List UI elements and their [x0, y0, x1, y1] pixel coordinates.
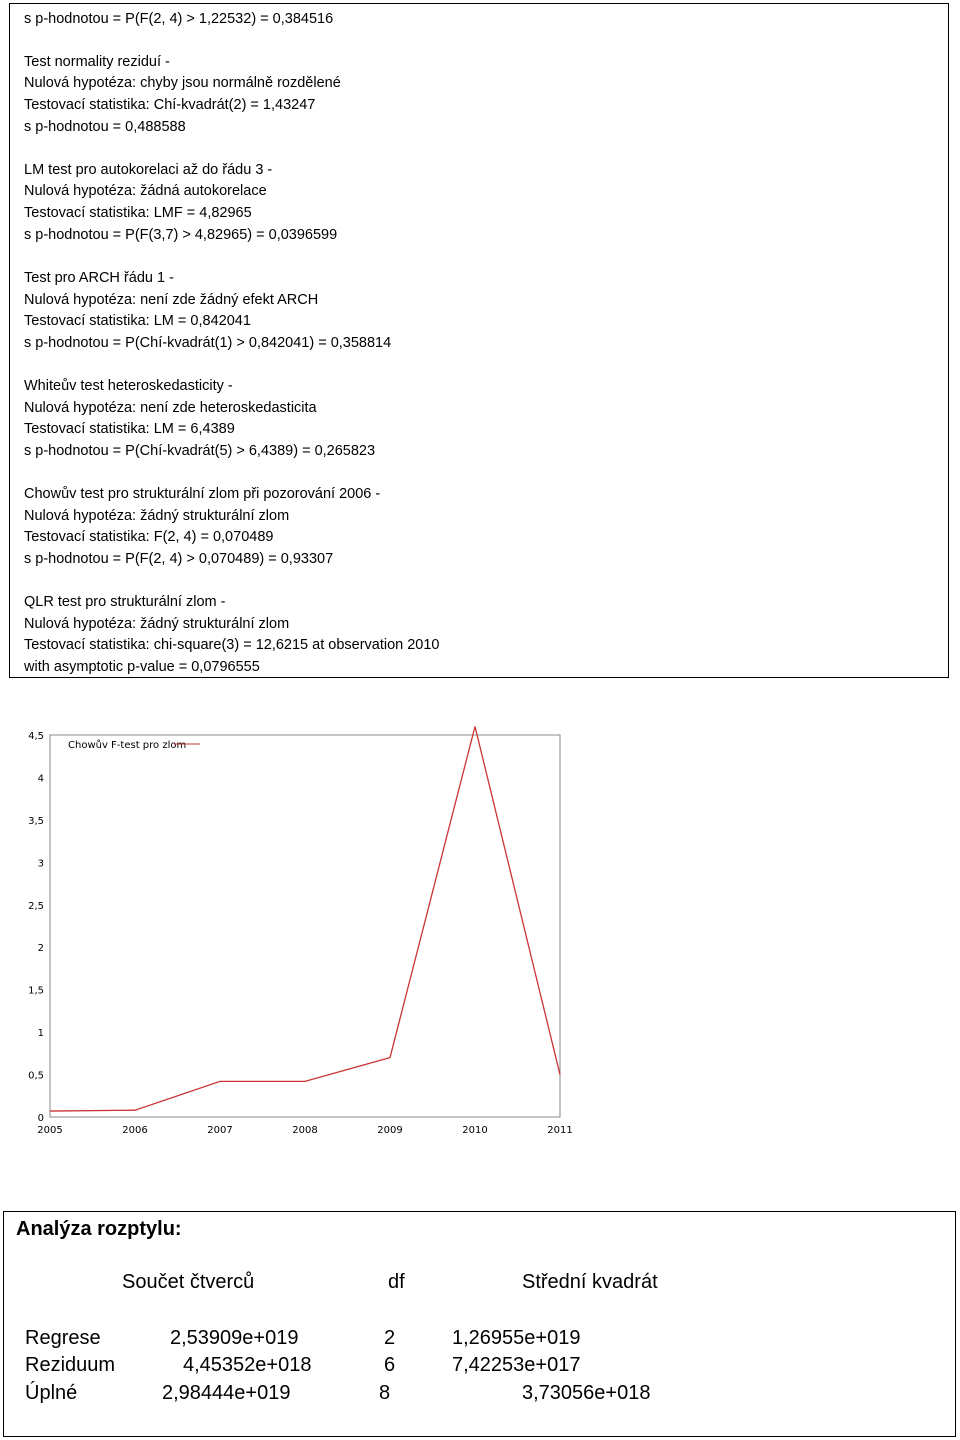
- x-tick-label: 2006: [122, 1125, 148, 1136]
- result-line: s p-hodnotou = P(F(3,7) > 4,82965) = 0,0396599: [24, 227, 338, 243]
- section-heading: Test pro ARCH řádu 1 -: [24, 270, 174, 286]
- legend: [68, 739, 200, 751]
- y-tick-label: 1: [37, 1028, 44, 1040]
- result-line: Nulová hypotéza: chyby jsou normálně rozdělené: [24, 75, 341, 91]
- y-tick-label: 2: [37, 943, 44, 955]
- total-ss: 2,98444e+019: [162, 1382, 291, 1404]
- result-line: Nulová hypotéza: není zde žádný efekt ARCH: [24, 292, 319, 308]
- section-heading: Chowův test pro strukturální zlom při pozorování 2006 -: [24, 486, 381, 502]
- result-line: Testovací statistika: LM = 0,842041: [24, 313, 251, 329]
- y-tick-label: 3: [37, 858, 44, 870]
- result-line: s p-hodnotou = P(Chí-kvadrát(1) > 0,842041) = 0,358814: [24, 335, 392, 351]
- result-line: Testovací statistika: chi-square(3) = 12,6215 at observation 2010: [24, 637, 440, 653]
- total-ms: 3,73056e+018: [522, 1382, 651, 1404]
- result-line: s p-hodnotou = 0,488588: [24, 119, 186, 135]
- result-line: s p-hodnotou = P(F(2, 4) > 0,070489) = 0,93307: [24, 551, 334, 567]
- x-tick-label: 2010: [462, 1125, 488, 1136]
- y-tick-label: 1,5: [28, 985, 44, 997]
- chow-f-test-chart: [0, 720, 960, 1150]
- x-axis-ticks: [37, 1125, 572, 1136]
- result-line: Nulová hypotéza: žádná autokorelace: [24, 183, 267, 199]
- y-axis-ticks: [28, 731, 44, 1124]
- x-tick-label: 2011: [547, 1125, 573, 1136]
- row-label-residual: Reziduum: [25, 1354, 116, 1376]
- y-tick-label: 4,5: [28, 731, 44, 742]
- result-line: s p-hodnotou = P(F(2, 4) > 1,22532) = 0,384516: [24, 11, 334, 27]
- plot-frame: [50, 735, 560, 1117]
- result-line: with asymptotic p-value = 0,0796555: [24, 659, 260, 675]
- x-tick-label: 2005: [37, 1125, 63, 1136]
- regression-ss: 2,53909e+019: [170, 1327, 299, 1349]
- section-heading: QLR test pro strukturální zlom -: [24, 594, 226, 610]
- test-results-box: [9, 3, 949, 678]
- regression-df: 2: [384, 1327, 396, 1349]
- result-line: s p-hodnotou = P(Chí-kvadrát(5) > 6,4389) = 0,265823: [24, 443, 376, 459]
- residual-ss: 4,45352e+018: [183, 1354, 312, 1376]
- result-line: Testovací statistika: Chí-kvadrát(2) = 1,43247: [24, 97, 316, 113]
- result-line: Testovací statistika: LMF = 4,82965: [24, 205, 252, 221]
- section-heading: Test normality reziduí -: [24, 54, 170, 70]
- header-df: df: [388, 1271, 405, 1293]
- x-tick-label: 2008: [292, 1125, 318, 1136]
- y-tick-label: 3,5: [28, 815, 44, 827]
- regression-ms: 1,26955e+019: [452, 1327, 581, 1349]
- result-line: Nulová hypotéza: není zde heteroskedasticita: [24, 400, 317, 416]
- y-tick-label: 4: [37, 773, 44, 785]
- header-sum-of-squares: Součet čtverců: [122, 1271, 255, 1293]
- anova-title: Analýza rozptylu:: [16, 1218, 182, 1240]
- result-line: Testovací statistika: LM = 6,4389: [24, 421, 235, 437]
- x-tick-label: 2009: [377, 1125, 403, 1136]
- legend-label: Chowův F-test pro zlom: [68, 740, 187, 751]
- section-heading: Whiteův test heteroskedasticity -: [24, 378, 233, 394]
- residual-ms: 7,42253e+017: [452, 1354, 581, 1376]
- residual-df: 6: [384, 1354, 396, 1376]
- series-lines: [50, 727, 560, 1112]
- section-heading: LM test pro autokorelaci až do řádu 3 -: [24, 162, 273, 178]
- anova-table-box: [3, 1211, 956, 1437]
- y-tick-label: 0,5: [28, 1070, 44, 1082]
- x-tick-label: 2007: [207, 1125, 233, 1136]
- y-tick-label: 0: [37, 1113, 44, 1124]
- result-line: Testovací statistika: F(2, 4) = 0,070489: [24, 529, 274, 545]
- header-mean-square: Střední kvadrát: [522, 1271, 658, 1293]
- result-line: Nulová hypotéza: žádný strukturální zlom: [24, 616, 290, 632]
- total-df: 8: [379, 1382, 391, 1404]
- y-tick-label: 2,5: [28, 900, 44, 912]
- result-line: Nulová hypotéza: žádný strukturální zlom: [24, 508, 290, 524]
- row-label-total: Úplné: [25, 1382, 78, 1404]
- series-line: [50, 727, 560, 1112]
- row-label-regression: Regrese: [25, 1327, 101, 1349]
